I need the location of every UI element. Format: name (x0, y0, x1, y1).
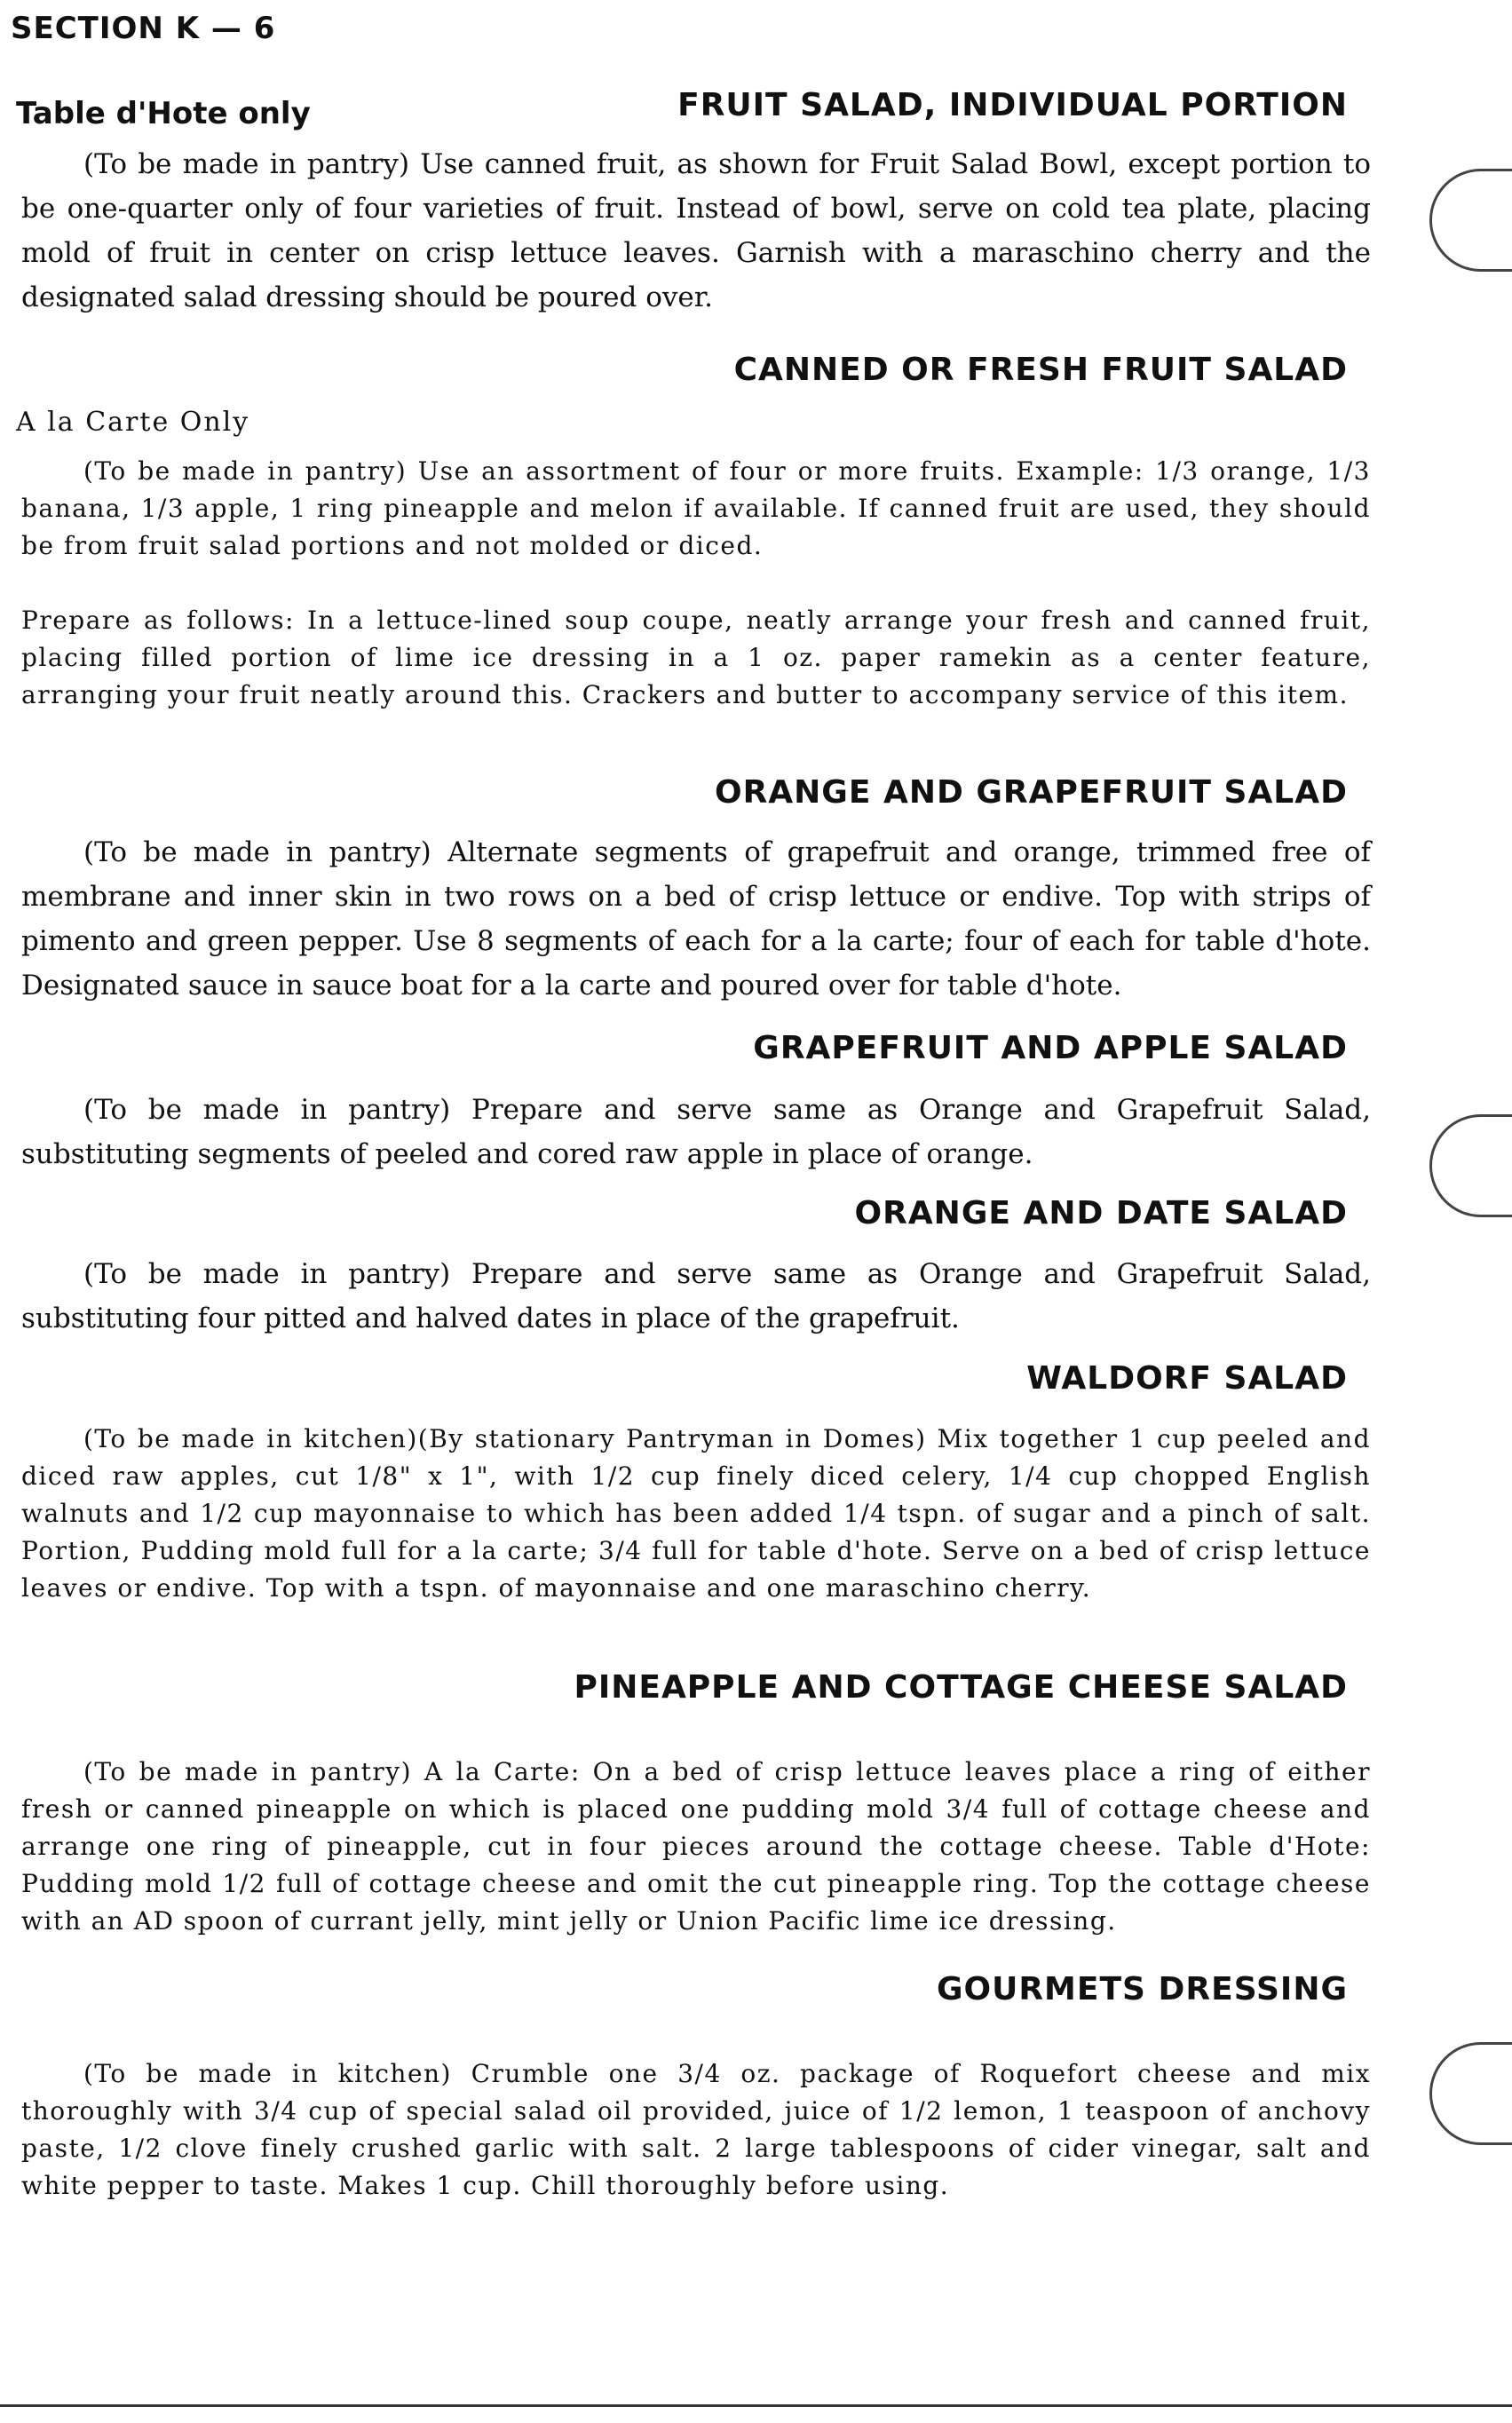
heading-grapefruit-apple: GRAPEFRUIT AND APPLE SALAD (753, 1030, 1348, 1066)
page-bottom-edge (0, 2404, 1512, 2407)
para-orange-date: (To be made in pantry) Prepare and serve same as Orange and Grapefruit Salad, substituting four pitted and halved dates in place of the grapefruit. (21, 1258, 1371, 1334)
heading-fruit-salad-individual: FRUIT SALAD, INDIVIDUAL PORTION (677, 87, 1348, 123)
para-fruit-salad-individual: (To be made in pantry) Use canned fruit, as shown for Fruit Salad Bowl, except portion to be one-quarter only of four varieties of fruit. Instead of bowl, serve on cold tea plate, placing mold of fruit in center on crisp lettuce leaves. Garnish with a maraschino cherry and the designated salad dressing should be poured over. (21, 148, 1371, 313)
heading-canned-fresh: CANNED OR FRESH FRUIT SALAD (733, 352, 1348, 388)
para-canned-fresh-1: (To be made in pantry) Use an assortment of four or more fruits. Example: 1/3 orange, 1/3 banana, 1/3 apple, 1 ring pineapple and melon if available. If canned fruit are used, they should be from fruit salad portions and not molded or diced. (21, 456, 1371, 560)
heading-waldorf: WALDORF SALAD (1026, 1360, 1348, 1397)
para-waldorf: (To be made in kitchen)(By stationary Pantryman in Domes) Mix together 1 cup peeled and diced raw apples, cut 1/8" x 1", with 1/2 cup finely diced celery, 1/4 cup chopped English walnuts and 1/2 cup mayonnaise to which has been added 1/4 tspn. of sugar and a pinch of salt. Portion, Pudding mold full for a la carte; 3/4 full for table d'hote. Serve on a bed of crisp lettuce leaves or endive. Top with a tspn. of mayonnaise and one maraschino cherry. (21, 1424, 1371, 1603)
binder-hole-bottom (1429, 2042, 1512, 2145)
para-orange-grapefruit: (To be made in pantry) Alternate segments of grapefruit and orange, trimmed free of membrane and inner skin in two rows on a bed of crisp lettuce or endive. Top with strips of pimento and green pepper. Use 8 segments of each for a la carte; four of each for table d'hote. Designated sauce in sauce boat for a la carte and poured over for table d'hote. (21, 836, 1371, 1002)
binder-hole-top (1429, 169, 1512, 272)
section-label: SECTION K — 6 (11, 11, 276, 46)
para-pineapple-cottage: (To be made in pantry) A la Carte: On a bed of crisp lettuce leaves place a ring of either fresh or canned pineapple on which is placed one pudding mold 3/4 full of cottage cheese and arrange one ring of pineapple, cut in four pieces around the cottage cheese. Table d'Hote: Pudding mold 1/2 full of cottage cheese and omit the cut pineapple ring. Top the cottage cheese with an AD spoon of currant jelly, mint jelly or Union Pacific lime ice dressing. (21, 1757, 1371, 1936)
a-la-carte-only-label: A la Carte Only (16, 407, 250, 438)
heading-orange-grapefruit: ORANGE AND GRAPEFRUIT SALAD (714, 774, 1348, 811)
heading-orange-date: ORANGE AND DATE SALAD (854, 1195, 1348, 1231)
heading-pineapple-cottage: PINEAPPLE AND COTTAGE CHEESE SALAD (574, 1669, 1348, 1706)
para-canned-fresh-2: Prepare as follows: In a lettuce-lined soup coupe, neatly arrange your fresh and canned fruit, placing filled portion of lime ice dressing in a 1 oz. paper ramekin as a center feature, arranging your fruit neatly around this. Crackers and butter to accompany service of this item. (21, 606, 1371, 709)
binder-hole-middle (1429, 1114, 1512, 1217)
para-grapefruit-apple: (To be made in pantry) Prepare and serve same as Orange and Grapefruit Salad, substituting segments of peeled and cored raw apple in place of orange. (21, 1094, 1371, 1170)
heading-gourmets-dressing: GOURMETS DRESSING (936, 1971, 1348, 2007)
table-dhote-only-label: Table d'Hote only (16, 96, 311, 131)
para-gourmets-dressing: (To be made in kitchen) Crumble one 3/4 oz. package of Roquefort cheese and mix thoroughly with 3/4 cup of special salad oil provided, juice of 1/2 lemon, 1 teaspoon of anchovy paste, 1/2 clove finely crushed garlic with salt. 2 large tablespoons of cider vinegar, salt and white pepper to taste. Makes 1 cup. Chill thoroughly before using. (21, 2059, 1371, 2200)
